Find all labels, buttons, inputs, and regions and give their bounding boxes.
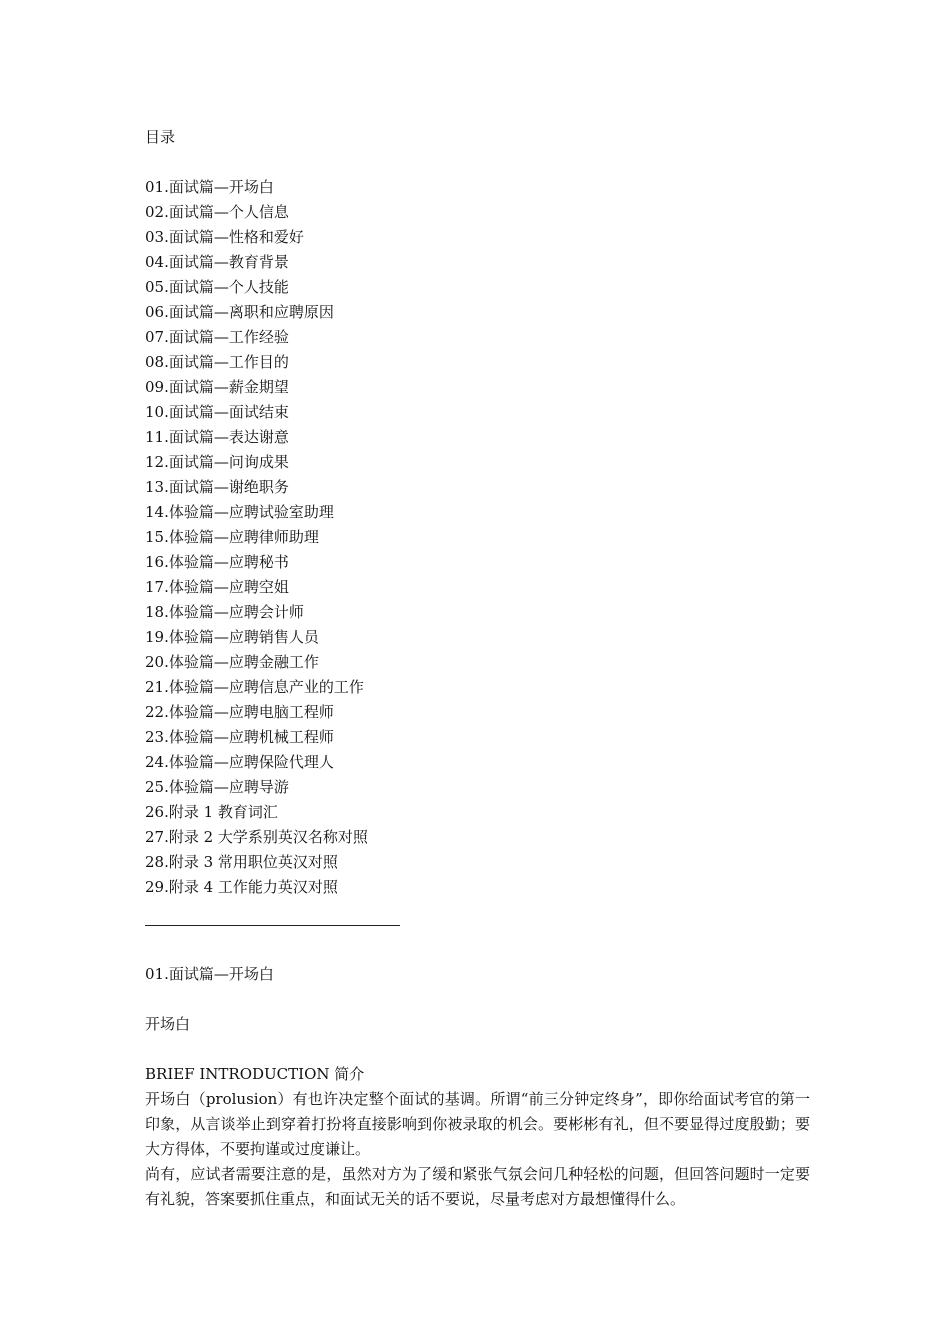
- brief-introduction-label: BRIEF INTRODUCTION 简介: [145, 1065, 365, 1083]
- toc-item: 28.附录 3 常用职位英汉对照: [145, 853, 338, 871]
- toc-item: 08.面试篇—工作目的: [145, 353, 289, 371]
- toc-item: 17.体验篇—应聘空姐: [145, 578, 289, 596]
- toc-item: 22.体验篇—应聘电脑工程师: [145, 703, 334, 721]
- section-heading: 01.面试篇—开场白: [145, 965, 274, 983]
- toc-item: 27.附录 2 大学系别英汉名称对照: [145, 828, 368, 846]
- section-divider: [145, 925, 400, 926]
- toc-item: 06.面试篇—离职和应聘原因: [145, 303, 334, 321]
- toc-item: 10.面试篇—面试结束: [145, 403, 289, 421]
- toc-item: 03.面试篇—性格和爱好: [145, 228, 304, 246]
- toc-item: 24.体验篇—应聘保险代理人: [145, 753, 334, 771]
- toc-item: 16.体验篇—应聘秘书: [145, 553, 289, 571]
- toc-item: 13.面试篇—谢绝职务: [145, 478, 289, 496]
- toc-item: 15.体验篇—应聘律师助理: [145, 528, 319, 546]
- toc-item: 14.体验篇—应聘试验室助理: [145, 503, 334, 521]
- toc-item: 29.附录 4 工作能力英汉对照: [145, 878, 338, 896]
- toc-item: 02.面试篇—个人信息: [145, 203, 289, 221]
- toc-title: 目录: [145, 128, 176, 146]
- toc-item: 26.附录 1 教育词汇: [145, 803, 278, 821]
- body-paragraph: 尚有，应试者需要注意的是，虽然对方为了缓和紧张气氛会问几种轻松的问题，但回答问题时一定要有礼貌，答案要抓住重点，和面试无关的话不要说，尽量考虑对方最想懂得什么。: [145, 1165, 810, 1208]
- toc-item: 09.面试篇—薪金期望: [145, 378, 289, 396]
- body-paragraph: 开场白（prolusion）有也许决定整个面试的基调。所谓“前三分钟定终身”，即你给面试考官的第一印象，从言谈举止到穿着打扮将直接影响到你被录取的机会。要彬彬有礼，但不要显得过度殷勤；要大方得体，不要拘谨或过度谦让。: [145, 1090, 810, 1158]
- toc-item: 23.体验篇—应聘机械工程师: [145, 728, 334, 746]
- toc-item: 07.面试篇—工作经验: [145, 328, 289, 346]
- toc-list: [145, 175, 810, 900]
- toc-item: 20.体验篇—应聘金融工作: [145, 653, 319, 671]
- toc-item: 25.体验篇—应聘导游: [145, 778, 289, 796]
- toc-item: 12.面试篇—问询成果: [145, 453, 289, 471]
- toc-item: 05.面试篇—个人技能: [145, 278, 289, 296]
- toc-item: 18.体验篇—应聘会计师: [145, 603, 304, 621]
- toc-item: 21.体验篇—应聘信息产业的工作: [145, 678, 364, 696]
- toc-item: 01.面试篇—开场白: [145, 178, 274, 196]
- toc-item: 19.体验篇—应聘销售人员: [145, 628, 319, 646]
- document-content: [145, 125, 810, 1212]
- section-subheading: 开场白: [145, 1015, 191, 1033]
- toc-item: 04.面试篇—教育背景: [145, 253, 289, 271]
- toc-item: 11.面试篇—表达谢意: [145, 428, 289, 446]
